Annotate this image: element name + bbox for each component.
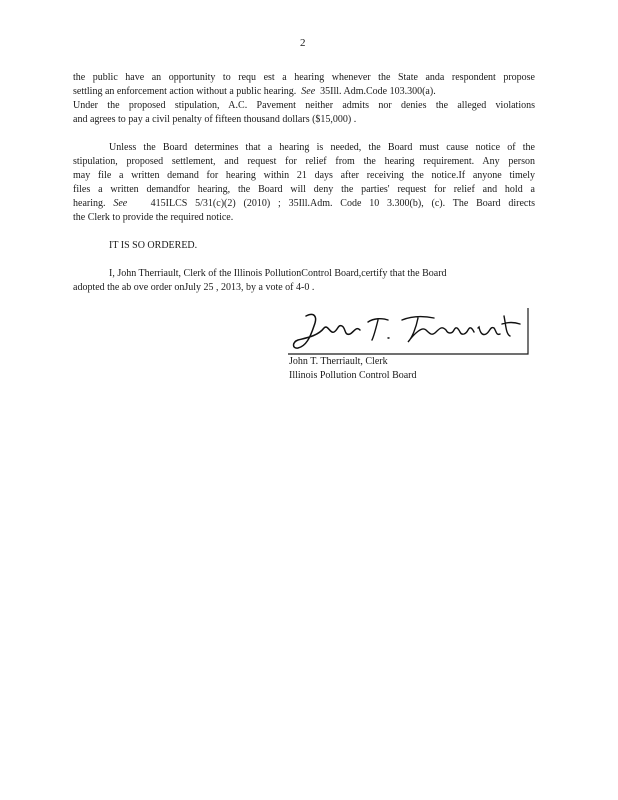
text-segment: 35Ill. Adm.Code 103.300(a).: [320, 86, 436, 97]
text-line: [73, 85, 535, 99]
signature-block: [289, 355, 417, 383]
text-segment: 415ILCS 5/31(c)(2) (2010) ; 35Ill.Adm. Code 10 3.300(b), (c). The Board directs: [150, 198, 536, 209]
signature-graphic: [284, 306, 530, 356]
text-line: [73, 197, 535, 211]
handwritten-signature: [284, 306, 530, 356]
text-line: and agrees to pay a civil penalty of fifteen thousand dollars ($15,000) .: [73, 114, 357, 125]
citation-signal: See: [113, 198, 128, 209]
text-line: IT IS SO ORDERED.: [109, 240, 198, 251]
citation-signal: See: [301, 86, 316, 97]
clerk-certification: [73, 267, 535, 295]
text-line: Unless the Board determines that a hearing is needed, the Board must cause notice of the: [109, 142, 535, 153]
text-line: files a written demandfor hearing, the Board will deny the parties' request for relief and hold a: [73, 184, 535, 195]
text-segment: settling an enforcement action without a public hearing.: [73, 86, 297, 97]
text-line: adopted the ab ove order onJuly 25 , 2013, by a vote of 4-0 .: [73, 282, 315, 293]
text-line: Under the proposed stipulation, A.C. Pavement neither admits nor denies the alleged violations: [73, 100, 535, 111]
clerk-name: John T. Therriault, Clerk: [289, 356, 388, 367]
page-number: 2: [300, 37, 306, 49]
clerk-organization: Illinois Pollution Control Board: [289, 370, 417, 381]
text-line: stipulation, proposed settlement, and request for relief from the hearing requirement. Any person: [73, 156, 535, 167]
paragraph-notice: [73, 141, 535, 225]
text-line: may file a written demand for hearing within 21 days after receiving the notice.If anyone timely: [73, 170, 535, 181]
paragraph-hearing-opportunity: [73, 71, 535, 127]
text-line: the public have an opportunity to requ est a hearing whenever the State anda respondent propose: [73, 72, 535, 83]
text-line: I, John Therriault, Clerk of the Illinois PollutionControl Board,certify that the Board: [109, 268, 447, 279]
order-statement: [73, 239, 535, 253]
text-segment: hearing.: [73, 198, 106, 209]
text-line: the Clerk to provide the required notice.: [73, 212, 234, 223]
